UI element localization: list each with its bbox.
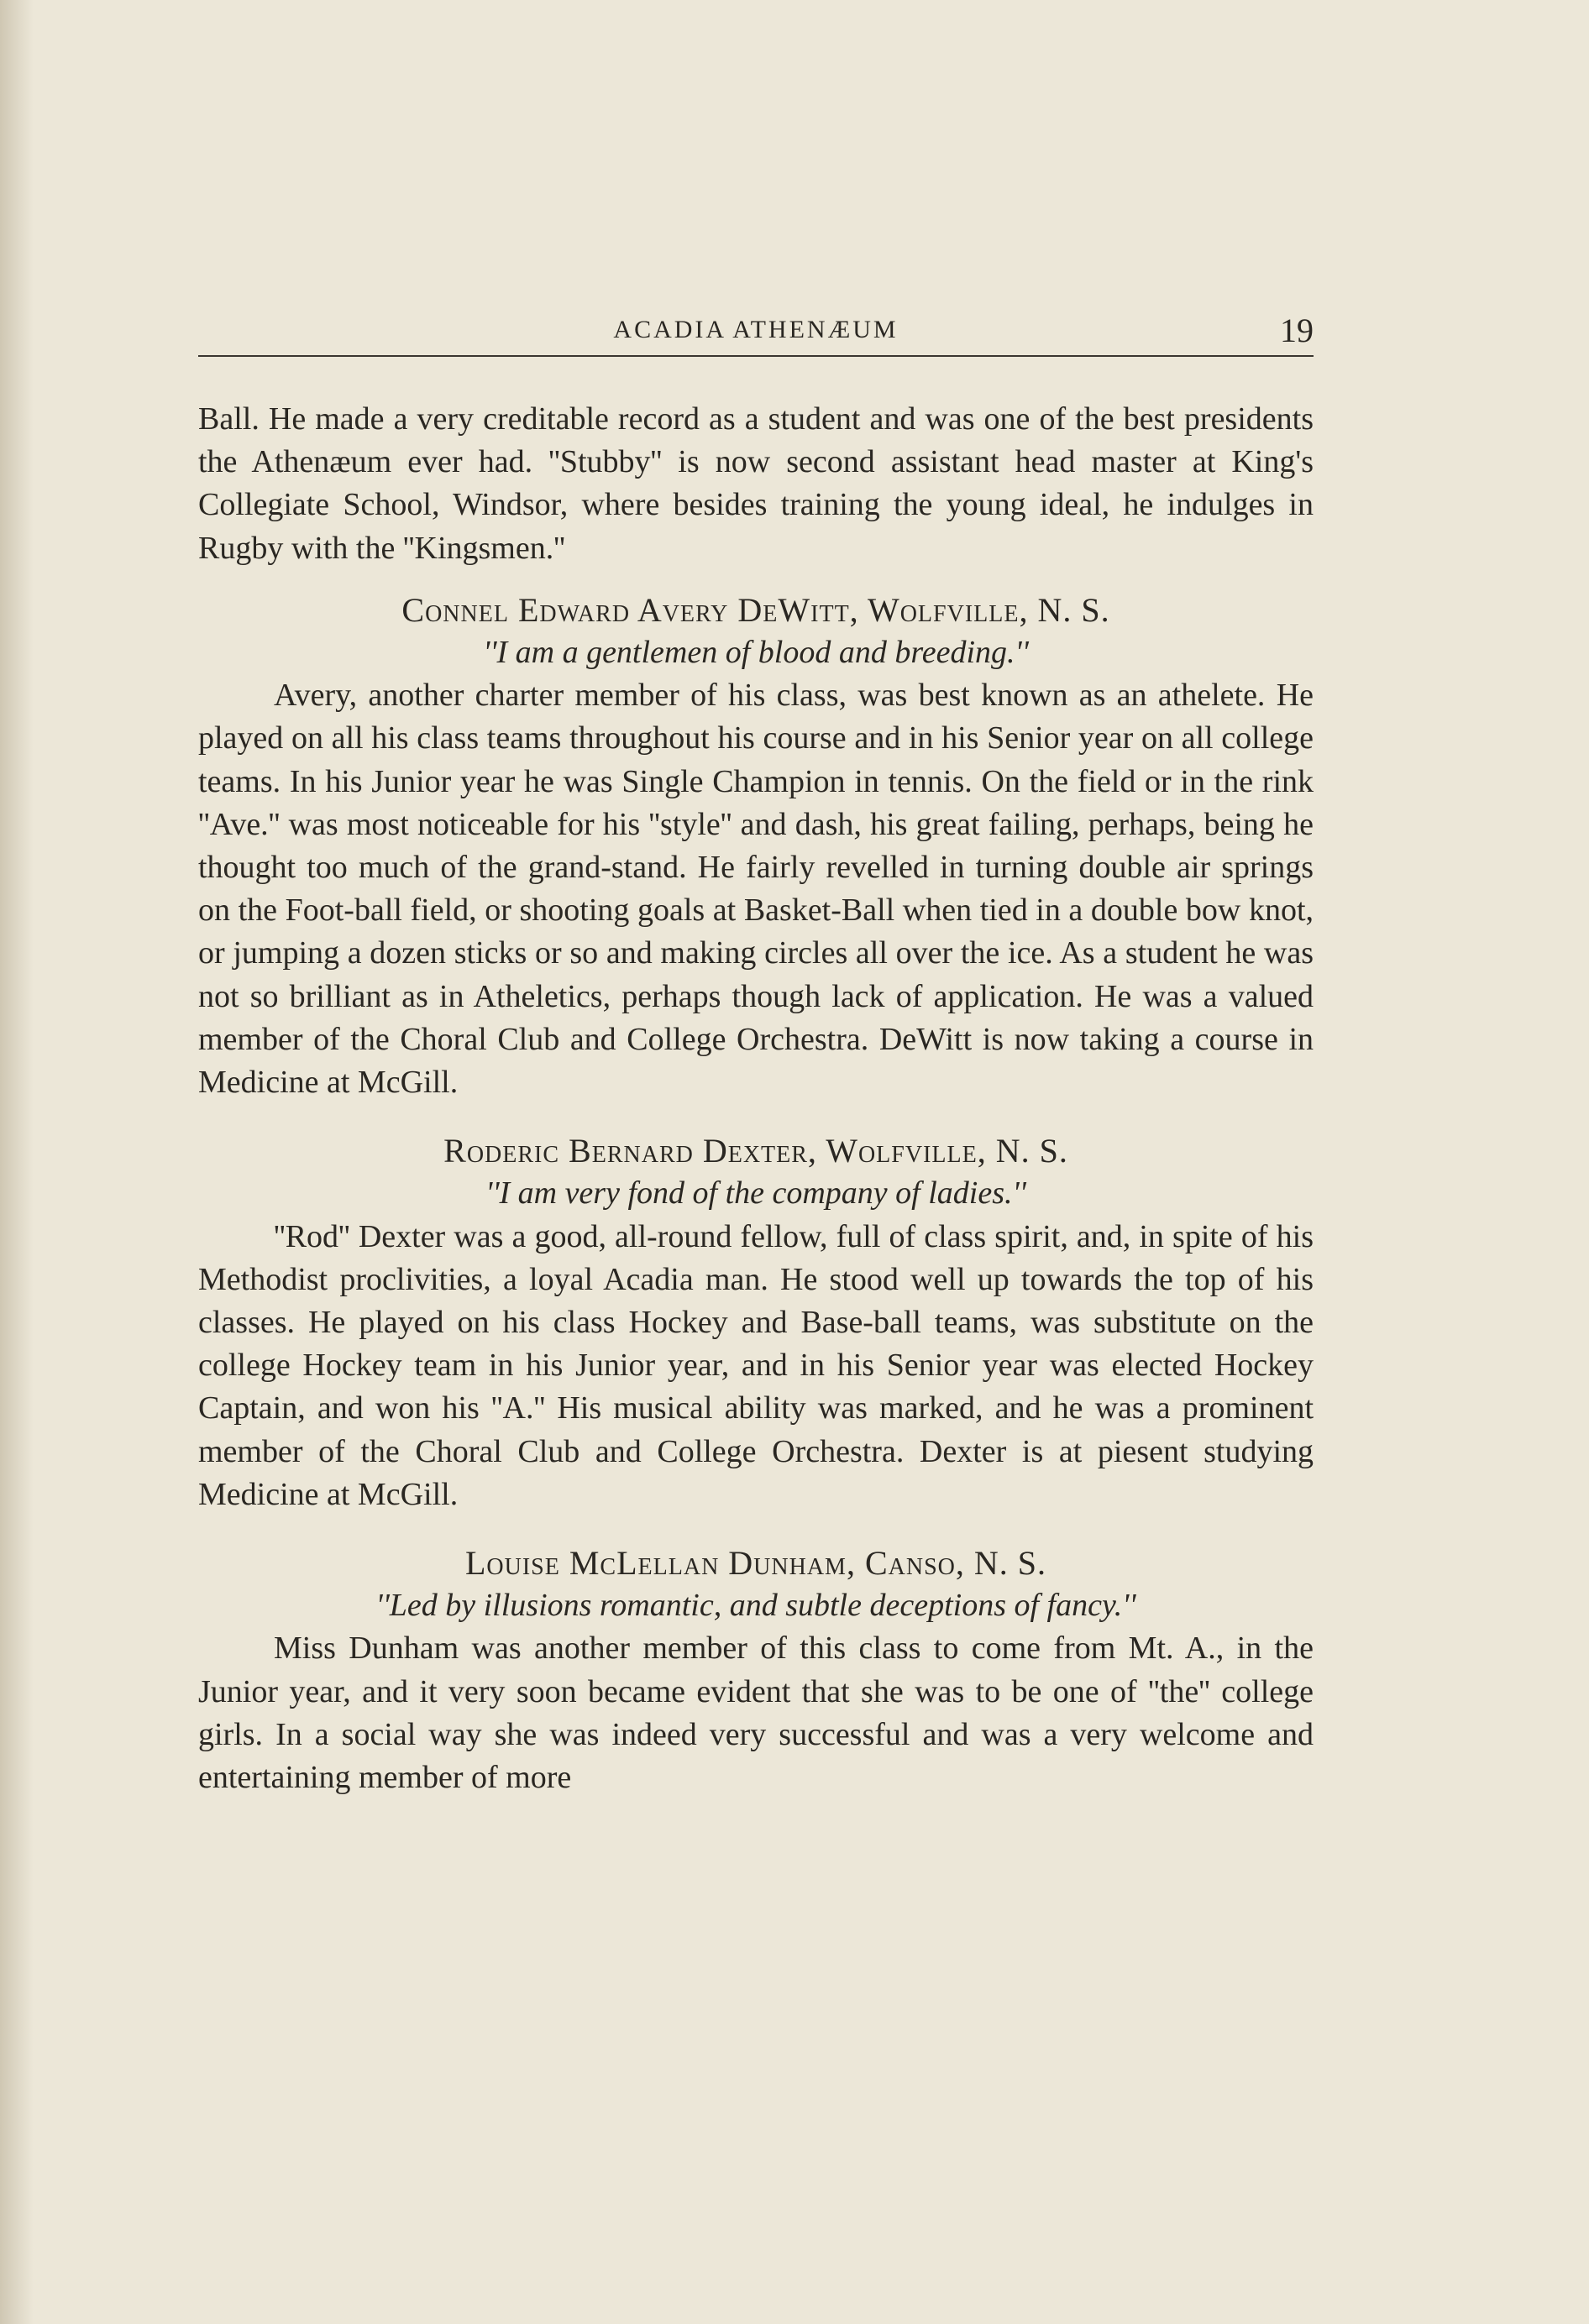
entry-motto-dexter: ''I am very fond of the company of ladies.'' — [485, 1175, 1026, 1212]
page-edge-shadow — [0, 0, 34, 2324]
entry-heading-dunham: Louise McLellan Dunham, Canso, N. S. — [464, 1544, 1046, 1583]
header-rule — [198, 355, 1314, 357]
running-head-title: ACADIA ATHENÆUM — [613, 316, 899, 343]
entry-paragraph-dexter: ''Rod'' Dexter was a good, all-round fellow, full of class spirit, and, in spite of his Methodist proclivities, a loyal Acadia man. He stood well up towards the top of his classes. He played on his class Hockey and Base-ball teams, was substitute on the college Hockey team in his Junior year, and in his Senior year was elected Hockey Captain, and won his ''A.'' His musical ability was marked, and he was a prominent member of the Choral Club and College Orchestra. Dexter is at piesent studying Medicine at McGill. — [198, 1218, 1314, 1512]
body-text — [198, 398, 1314, 1799]
intro-paragraph: Ball. He made a very creditable record as a student and was one of the best presidents the Athenæum ever had. ''Stubby'' is now second assistant head master at King's Collegiate School, Windsor, where besides training the young ideal, he indulges in Rugby with the ''Kingsmen.'' — [198, 401, 1314, 566]
running-head — [198, 311, 1314, 354]
entry-paragraph-dunham: Miss Dunham was another member of this class to come from Mt. A., in the Junior year, and it very soon became evident that she was to be one of ''the'' college girls. In a social way she was indeed very successful and was a very welcome and entertaining member of more — [198, 1630, 1314, 1796]
page-number: 19 — [1280, 311, 1314, 349]
entry-motto-dewitt: ''I am a gentlemen of blood and breeding.'' — [483, 635, 1029, 671]
entry-motto-dunham: ''Led by illusions romantic, and subtle deceptions of fancy.'' — [375, 1588, 1136, 1624]
entry-paragraph-dewitt: Avery, another charter member of his class, was best known as an athelete. He played on all his class teams throughout his course and in his Senior year on all college teams. In his Junior year he was Single Champion in tennis. On the field or in the rink ''Ave.'' was most noticeable for his ''style'' and dash, his great failing, perhaps, being he thought too much of the grand-stand. He fairly revelled in turning double air springs on the Foot-ball field, or shooting goals at Basket-Ball when tied in a double bow knot, or jumping a dozen sticks or so and making circles all over the ice. As a student he was not so brilliant as in Atheletics, perhaps though lack of application. He was a valued member of the Choral Club and College Orchestra. DeWitt is now taking a course in Medicine at McGill. — [198, 678, 1314, 1101]
entry-heading-dexter: Roderic Bernard Dexter, Wolfville, N. S. — [443, 1132, 1068, 1170]
entry-heading-dewitt: Connel Edward Avery DeWitt, Wolfville, N. S. — [401, 590, 1110, 629]
